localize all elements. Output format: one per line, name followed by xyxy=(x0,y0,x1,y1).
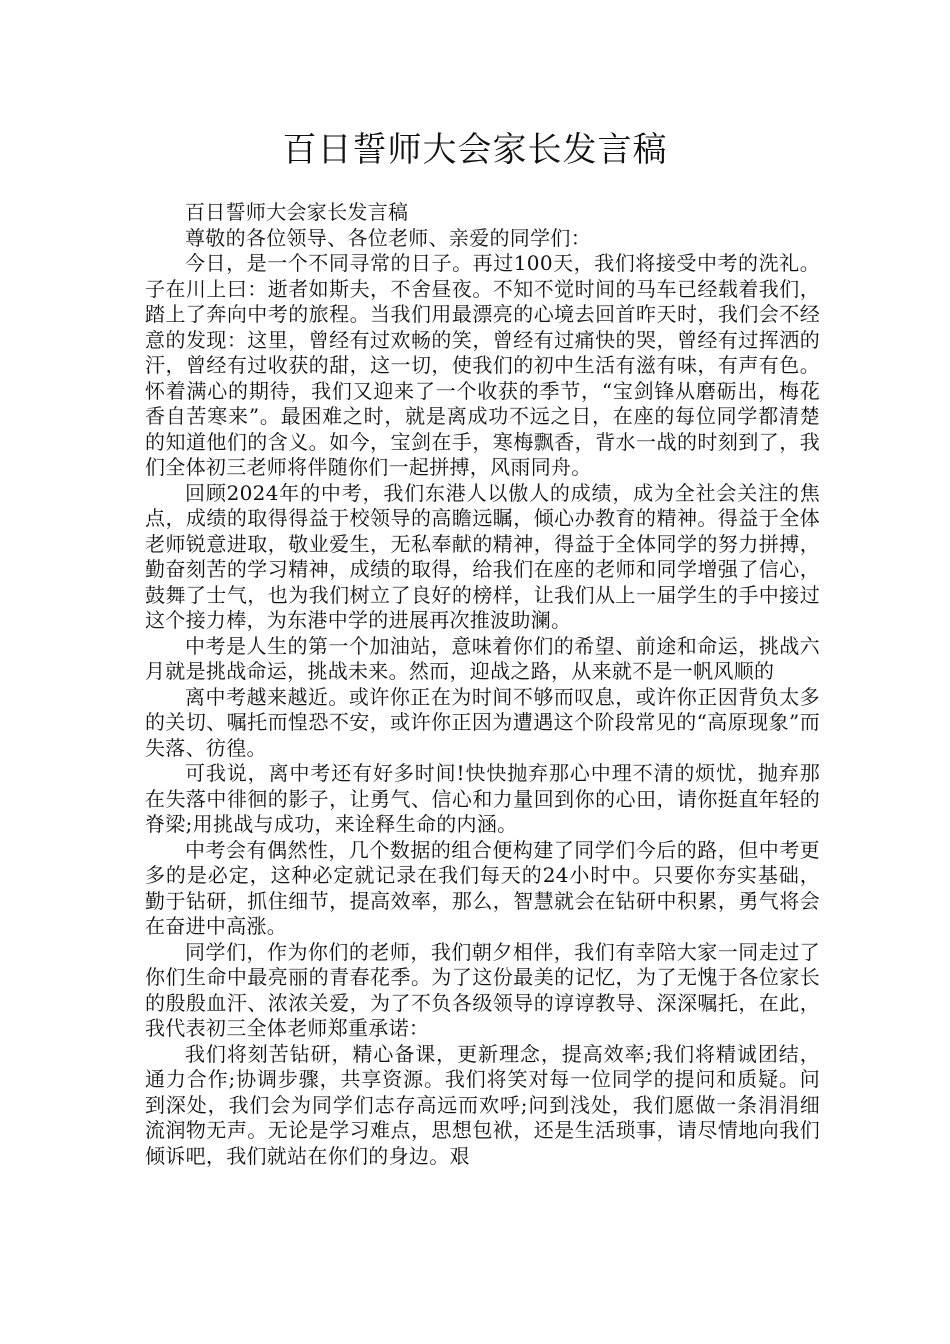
document-title: 百日誓师大会家长发言稿 xyxy=(282,130,668,170)
paragraph: 离中考越来越近。或许你正在为时间不够而叹息，或许你正因背负太多的关切、嘱托而惶恐不安，或许你正因为遭遇这个阶段常见的“高原现象”而失落、彷徨。 xyxy=(145,684,820,760)
paragraph: 我们将刻苦钻研，精心备课，更新理念，提高效率;我们将精诚团结，通力合作;协调步骤，共享资源。我们将笑对每一位同学的提问和质疑。问到深处，我们会为同学们志存高远而欢呼;问到浅处，我们愿做一条涓涓细流润物无声。无论是学习难点，思想包袱，还是生活琐事，请尽情地向我们倾诉吧，我们就站在你们的身边。艰 xyxy=(145,1041,820,1168)
document-body xyxy=(145,200,820,1169)
paragraph: 可我说，离中考还有好多时间!快快抛弃那心中理不清的烦忧，抛弃那在失落中徘徊的影子，让勇气、信心和力量回到你的心田，请你挺直年轻的脊梁;用挑战与成功，来诠释生命的内涵。 xyxy=(145,761,820,836)
paragraph: 中考是人生的第一个加油站，意味着你们的希望、前途和命运，挑战六月就是挑战命运，挑战未来。然而，迎战之路，从来就不是一帆风顺的 xyxy=(145,633,820,683)
paragraph-salutation: 尊敬的各位领导、各位老师、亲爱的同学们： xyxy=(185,225,591,250)
paragraph: 今日，是一个不同寻常的日子。再过100天，我们将接受中考的洗礼。子在川上曰：逝者如斯夫，不舍昼夜。不知不觉时间的马车已经载着我们，踏上了奔向中考的旅程。当我们用最漂亮的心境去回首昨天时，我们会不经意的发现：这里，曾经有过欢畅的笑，曾经有过痛快的哭，曾经有过挥洒的汗，曾经有过收获的甜，这一切，使我们的初中生活有滋有味，有声有色。怀着满心的期待，我们又迎来了一个收获的季节，“宝剑锋从磨砺出，梅花香自苦寒来”。最困难之时，就是离成功不远之日，在座的每位同学都清楚的知道他们的含义。如今，宝剑在手，寒梅飘香，背水一战的时刻到了，我们全体初三老师将伴随你们一起拼搏，风雨同舟。 xyxy=(145,251,820,479)
paragraph: 中考会有偶然性，几个数据的组合便构建了同学们今后的路，但中考更多的是必定，这种必定就记录在我们每天的24小时中。只要你夯实基础，勤于钻研，抓住细节，提高效率，那么，智慧就会在钻研中积累，勇气将会在奋进中高涨。 xyxy=(145,837,820,938)
paragraph: 回顾2024年的中考，我们东港人以傲人的成绩，成为全社会关注的焦点，成绩的取得得益于校领导的高瞻远瞩，倾心办教育的精神。得益于全体老师锐意进取，敬业爱生，无私奉献的精神，得益于全体同学的努力拼搏，勤奋刻苦的学习精神，成绩的取得，给我们在座的老师和同学增强了信心，鼓舞了士气，也为我们树立了良好的榜样，让我们从上一届学生的手中接过这个接力棒，为东港中学的进展再次推波助澜。 xyxy=(145,480,820,632)
paragraph: 同学们，作为你们的老师，我们朝夕相伴，我们有幸陪大家一同走过了你们生命中最亮丽的青春花季。为了这份最美的记忆，为了无愧于各位家长的殷殷血汗、浓浓关爱，为了不负各级领导的谆谆教导、深深嘱托，在此，我代表初三全体老师郑重承诺： xyxy=(145,939,820,1040)
paragraph-subtitle: 百日誓师大会家长发言稿 xyxy=(185,200,409,224)
